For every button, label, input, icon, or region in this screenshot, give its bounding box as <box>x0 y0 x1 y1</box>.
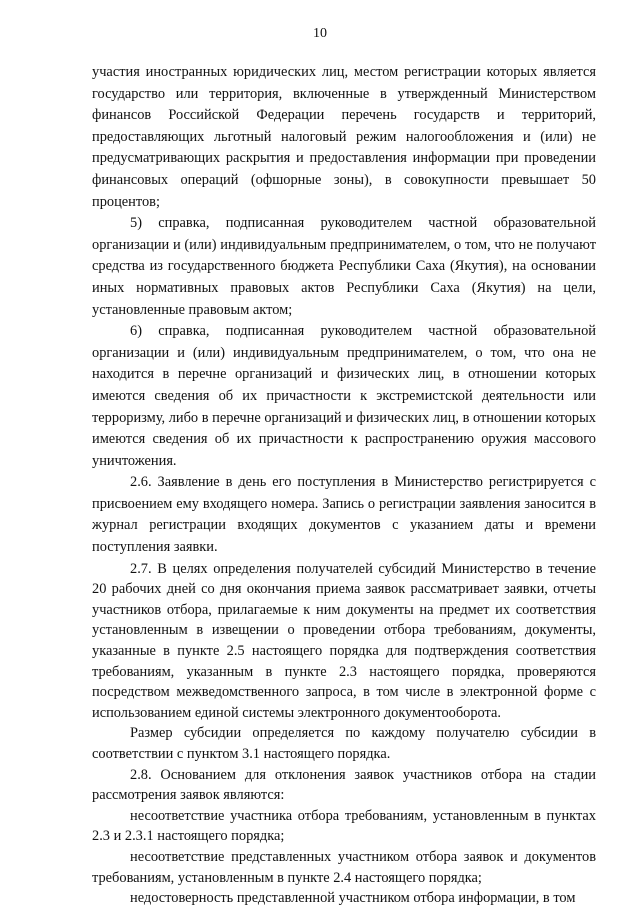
paragraph-rejection-reason-2: несоответствие представленных участником отбора заявок и документов требованиям, установленным в пункте 2.4 настоящего порядка; <box>92 848 596 886</box>
paragraph-2-8: 2.8. Основанием для отклонения заявок участников отбора на стадии рассмотрения заявок являются: <box>92 766 596 804</box>
document-body <box>92 62 596 909</box>
paragraph-2-6: 2.6. Заявление в день его поступления в Министерство регистрируется с присвоением ему входящего номера. Запись о регистрации заявления заносится в журнал регистрации входящих документов с указанием даты и времени поступления заявки. <box>92 474 596 556</box>
paragraph-item-6: 6) справка, подписанная руководителем частной образовательной организации и (или) индивидуальным предпринимателем, о том, что она не находится в перечне организаций и физических лиц, в отношении которых имеются сведения об их причастности к экстремистской деятельности или терроризму, либо в перечне организаций и физических лиц, в отношении которых имеются сведения об их причастности к распространению оружия массового уничтожения. <box>92 323 596 469</box>
paragraph-offshore-continuation: участия иностранных юридических лиц, местом регистрации которых является государство или территория, включенные в утвержденный Министерством финансов Российской Федерации перечень государств и территорий, предоставляющих льготный налоговый режим налогообложения и (или) не предусматривающих раскрытия и предоставления информации при проведении финансовых операций (офшорные зоны), в совокупности превышает 50 процентов; <box>92 64 596 210</box>
paragraph-rejection-reason-1: несоответствие участника отбора требованиям, установленным в пунктах 2.3 и 2.3.1 настоящего порядка; <box>92 807 596 845</box>
paragraph-subsidy-size: Размер субсидии определяется по каждому получателю субсидии в соответствии с пунктом 3.1 настоящего порядка. <box>92 725 596 762</box>
paragraph-item-5: 5) справка, подписанная руководителем частной образовательной организации и (или) индивидуальным предпринимателем, о том, что не получают средства из государственного бюджета Республики Саха (Якутия), на основании иных нормативных правовых актов Республики Саха (Якутия) на цели, установленные правовым актом; <box>92 215 596 318</box>
paragraph-2-7: 2.7. В целях определения получателей субсидий Министерство в течение 20 рабочих дней со дня окончания приема заявок рассматривает заявки, отчеты участников отбора, прилагаемые к ним документы на предмет их соответствия установленным в извещении о проведении отбора требованиям, документы, указанные в пункте 2.5 настоящего порядка для подтверждения соответствия требованиям, указанным в пункте 2.3 настоящего порядка, проверяются посредством межведомственного запроса, в том числе в электронной форме с использованием единой системы электронного документооборота. <box>92 560 596 721</box>
page-number: 10 <box>313 26 327 41</box>
paragraph-rejection-reason-3: недостоверность представленной участником отбора информации, в том <box>130 890 576 907</box>
